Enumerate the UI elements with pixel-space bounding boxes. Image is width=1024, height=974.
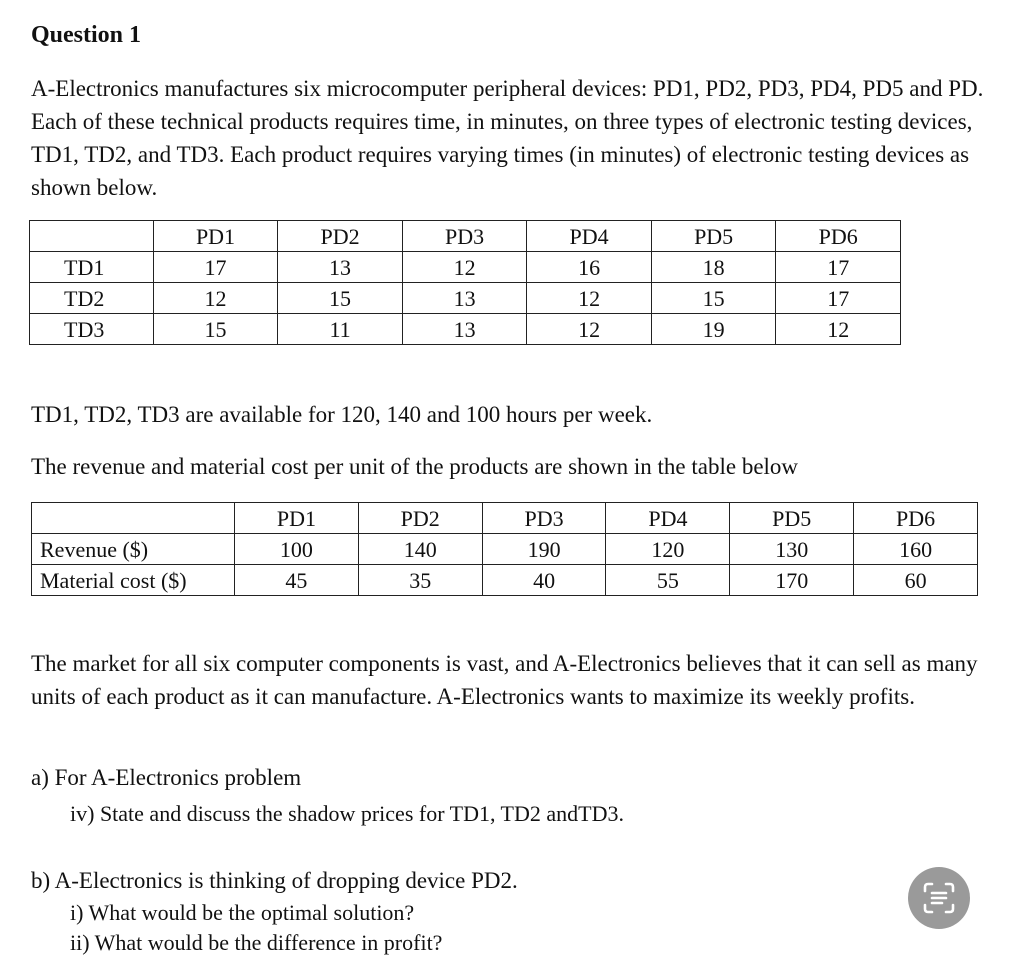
table-row: [30, 314, 901, 345]
table-row: [32, 534, 978, 565]
text-scan-button[interactable]: [908, 867, 970, 929]
table-cell: Revenue ($): [32, 534, 235, 565]
question-a: a) For A-Electronics problem: [31, 765, 302, 790]
table-cell: Material cost ($): [32, 565, 235, 596]
table-cell: PD4: [527, 221, 652, 252]
table-cell: PD2: [278, 221, 403, 252]
table-cell: 100: [235, 534, 359, 565]
table-cell: 17: [776, 283, 901, 314]
table-cell: 15: [153, 314, 278, 345]
question-heading: Question 1: [31, 22, 142, 48]
market-paragraph: The market for all six computer components is vast, and A-Electronics believes that it can sell as many units of each product as it can manufacture. A-Electronics wants to maximize its weekly profits.: [31, 651, 978, 709]
table-cell: 12: [776, 314, 901, 345]
table-cell: 35: [358, 565, 482, 596]
table-cell: 15: [651, 283, 776, 314]
table-cell: 17: [153, 252, 278, 283]
table-row: [30, 252, 901, 283]
revenue-intro-text: The revenue and material cost per unit of the products are shown in the table below: [31, 454, 799, 479]
testing-time-table: [29, 220, 901, 345]
table-cell: 40: [482, 565, 606, 596]
table-cell: 17: [776, 252, 901, 283]
table-cell: 12: [402, 252, 527, 283]
question-b-ii: ii) What would be the difference in profit?: [70, 930, 443, 955]
table-cell: 190: [482, 534, 606, 565]
table-cell: 12: [527, 283, 652, 314]
table-cell: PD3: [482, 503, 606, 534]
table-cell: PD2: [358, 503, 482, 534]
text-scan-icon: [921, 880, 957, 916]
table-cell: PD1: [153, 221, 278, 252]
table-cell: 11: [278, 314, 403, 345]
question-a-iv: iv) State and discuss the shadow prices for TD1, TD2 andTD3.: [70, 801, 624, 826]
table-cell: TD1: [30, 252, 154, 283]
table-cell: 18: [651, 252, 776, 283]
table-cell: TD3: [30, 314, 154, 345]
table-cell: 170: [730, 565, 854, 596]
table-cell: [30, 221, 154, 252]
table-cell: 13: [278, 252, 403, 283]
table-cell: PD5: [730, 503, 854, 534]
question-b: b) A-Electronics is thinking of dropping device PD2.: [31, 868, 518, 893]
table-cell: PD6: [776, 221, 901, 252]
table-cell: 45: [235, 565, 359, 596]
table-cell: 120: [606, 534, 730, 565]
table-cell: 15: [278, 283, 403, 314]
table-cell: 13: [402, 283, 527, 314]
table-cell: 12: [153, 283, 278, 314]
table-cell: 12: [527, 314, 652, 345]
table-cell: 60: [854, 565, 978, 596]
table-header-row: [30, 221, 901, 252]
table-cell: 130: [730, 534, 854, 565]
table-cell: 55: [606, 565, 730, 596]
table-cell: 19: [651, 314, 776, 345]
table-cell: 13: [402, 314, 527, 345]
table-cell: PD1: [235, 503, 359, 534]
table-row: [32, 565, 978, 596]
intro-paragraph: A-Electronics manufactures six microcomputer peripheral devices: PD1, PD2, PD3, PD4, PD5 and PD. Each of these technical products requires time, in minutes, on three types of electronic testing devices, TD1, TD2, and TD3. Each product requires varying times (in minutes) of electronic testing devices as shown below.: [31, 76, 984, 200]
table-cell: TD2: [30, 283, 154, 314]
table-cell: [32, 503, 235, 534]
table-cell: 140: [358, 534, 482, 565]
revenue-cost-table: [31, 502, 978, 596]
table-cell: 16: [527, 252, 652, 283]
availability-text: TD1, TD2, TD3 are available for 120, 140 and 100 hours per week.: [31, 402, 653, 427]
table-cell: PD6: [854, 503, 978, 534]
table-cell: PD3: [402, 221, 527, 252]
table-header-row: [32, 503, 978, 534]
table-cell: PD4: [606, 503, 730, 534]
table-row: [30, 283, 901, 314]
table-cell: PD5: [651, 221, 776, 252]
question-b-i: i) What would be the optimal solution?: [70, 900, 415, 925]
table-cell: 160: [854, 534, 978, 565]
